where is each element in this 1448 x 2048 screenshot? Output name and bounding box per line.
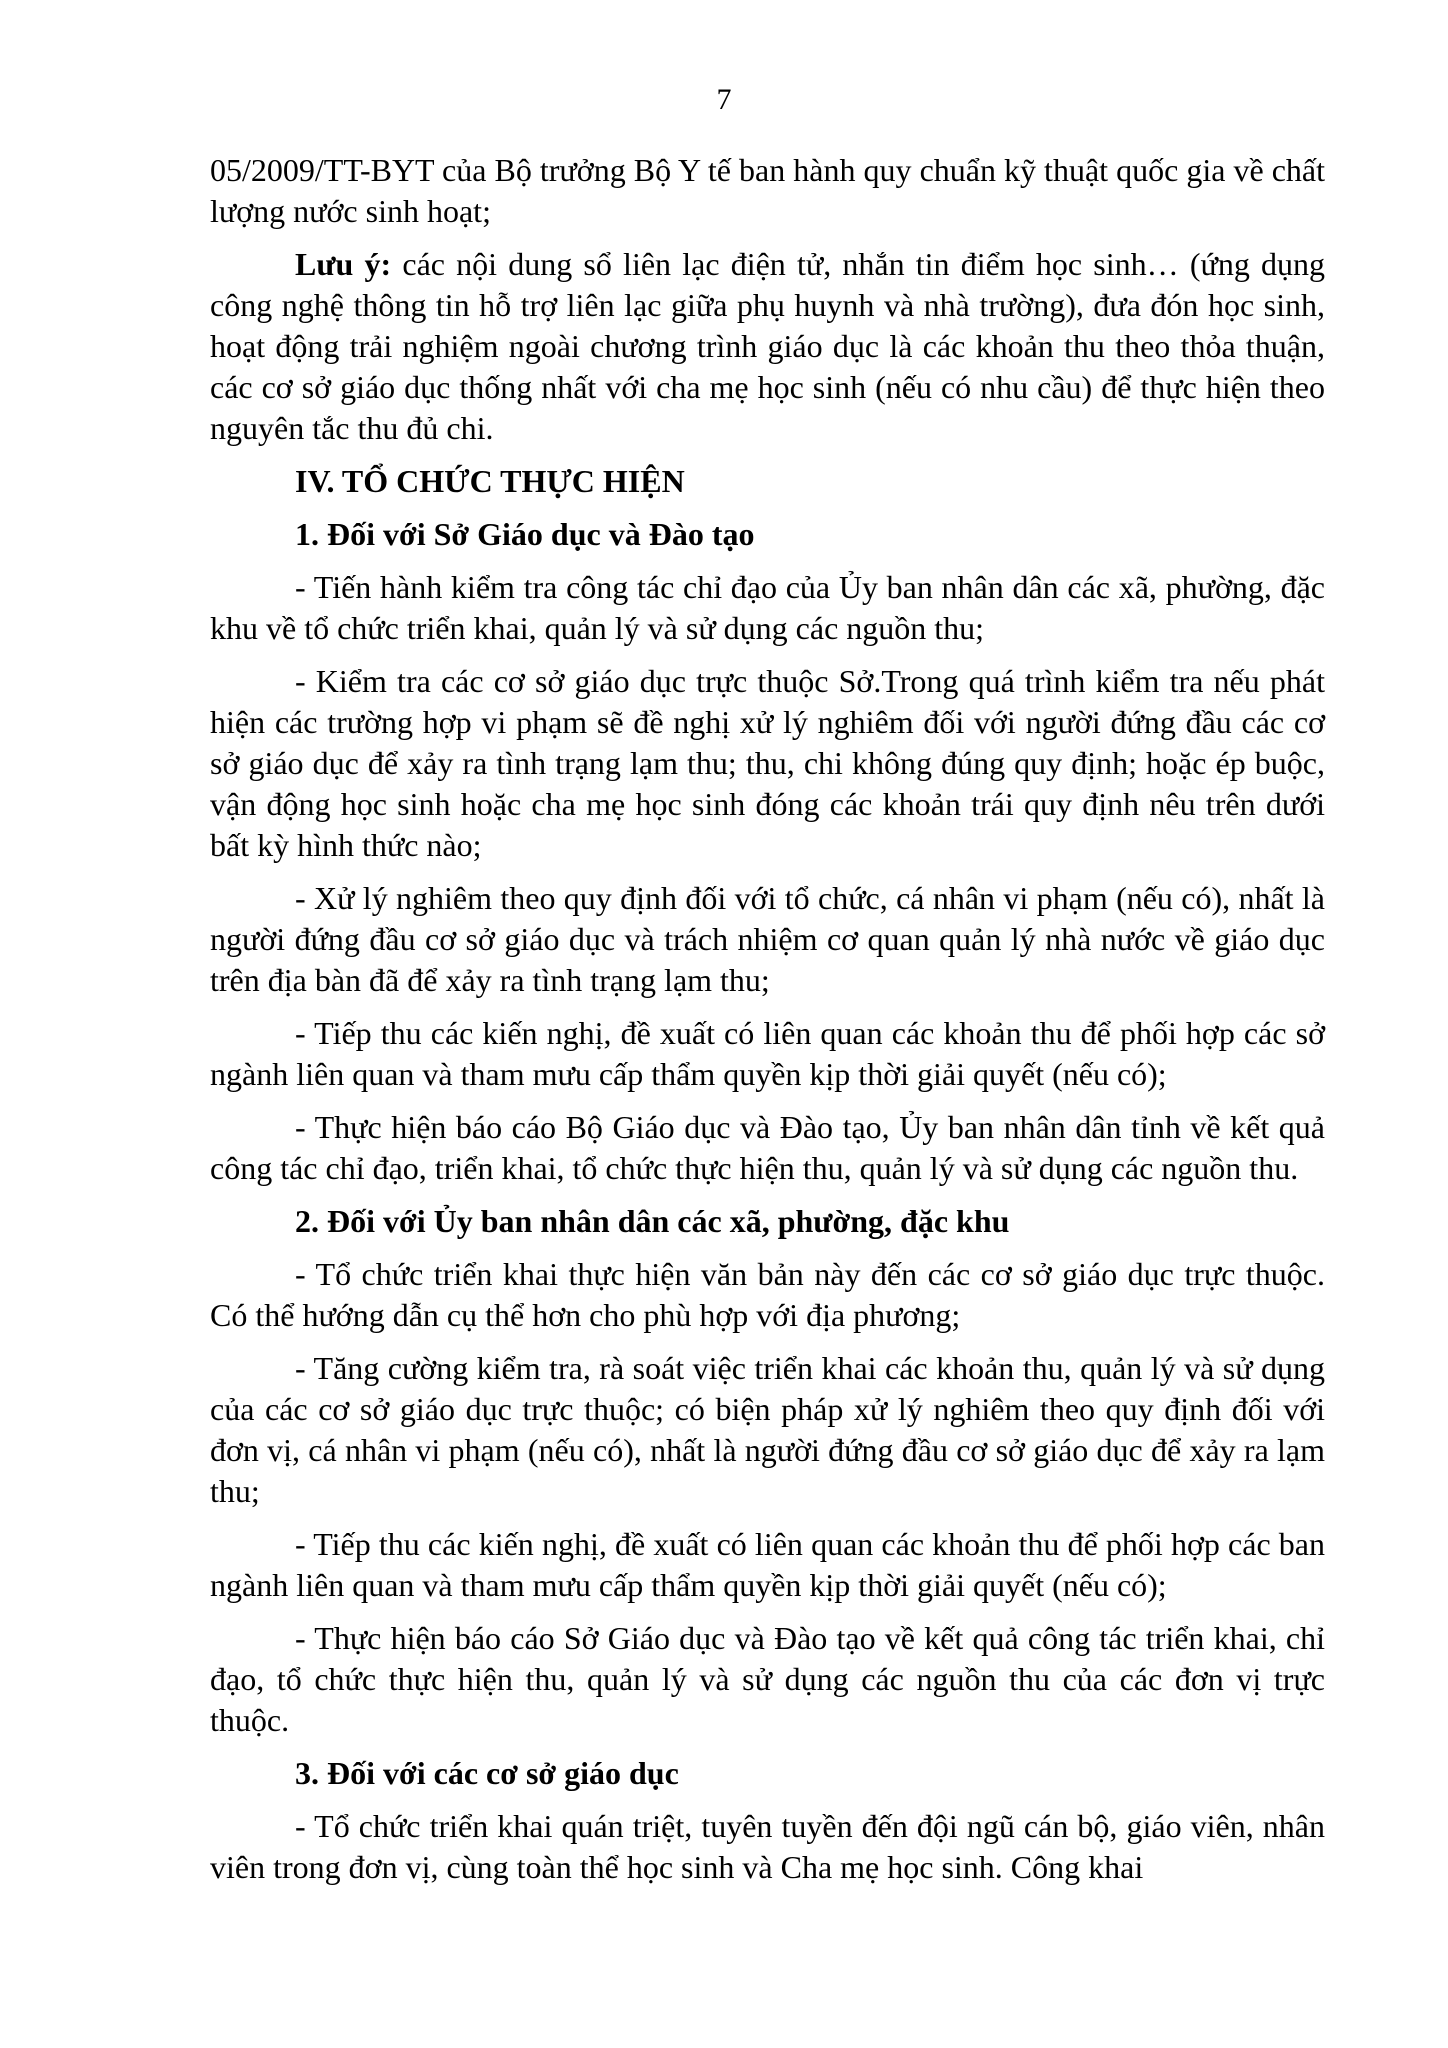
page-number: 7 xyxy=(716,83,732,116)
document-body xyxy=(210,150,1325,1900)
subsection-3-heading: 3. Đối với các cơ sở giáo dục xyxy=(295,1755,679,1791)
intro-paragraph: 05/2009/TT-BYT của Bộ trưởng Bộ Y tế ban hành quy chuẩn kỹ thuật quốc gia về chất lượng nước sinh hoạt; xyxy=(210,152,1325,229)
subsection-3-item-1: - Tổ chức triển khai quán triệt, tuyên tuyền đến đội ngũ cán bộ, giáo viên, nhân viên trong đơn vị, cùng toàn thể học sinh và Cha mẹ học sinh. Công khai xyxy=(210,1808,1325,1885)
note-text: các nội dung sổ liên lạc điện tử, nhắn tin điểm học sinh… (ứng dụng công nghệ thông tin hỗ trợ liên lạc giữa phụ huynh và nhà trường), đưa đón học sinh, hoạt động trải nghiệm ngoài chương trình giáo dục là các khoản thu theo thỏa thuận, các cơ sở giáo dục thống nhất với cha mẹ học sinh (nếu có nhu cầu) để thực hiện theo nguyên tắc thu đủ chi. xyxy=(210,246,1326,446)
subsection-2-item-4: - Thực hiện báo cáo Sở Giáo dục và Đào tạo về kết quả công tác triển khai, chỉ đạo, tổ chức thực hiện thu, quản lý và sử dụng các nguồn thu của các đơn vị trực thuộc. xyxy=(210,1620,1325,1738)
subsection-1-item-2: - Kiểm tra các cơ sở giáo dục trực thuộc Sở.Trong quá trình kiểm tra nếu phát hiện các trường hợp vi phạm sẽ đề nghị xử lý nghiêm đối với người đứng đầu các cơ sở giáo dục để xảy ra tình trạng lạm thu; thu, chi không đúng quy định; hoặc ép buộc, vận động học sinh hoặc cha mẹ học sinh đóng các khoản trái quy định nêu trên dưới bất kỳ hình thức nào; xyxy=(210,663,1325,863)
subsection-1-item-3: - Xử lý nghiêm theo quy định đối với tổ chức, cá nhân vi phạm (nếu có), nhất là người đứng đầu cơ sở giáo dục và trách nhiệm cơ quan quản lý nhà nước về giáo dục trên địa bàn đã để xảy ra tình trạng lạm thu; xyxy=(210,880,1325,998)
subsection-1-item-5: - Thực hiện báo cáo Bộ Giáo dục và Đào tạo, Ủy ban nhân dân tỉnh về kết quả công tác chỉ đạo, triển khai, tổ chức thực hiện thu, quản lý và sử dụng các nguồn thu. xyxy=(210,1109,1325,1186)
note-label: Lưu ý: xyxy=(295,246,392,282)
subsection-1-item-4: - Tiếp thu các kiến nghị, đề xuất có liên quan các khoản thu để phối hợp các sở ngành liên quan và tham mưu cấp thẩm quyền kịp thời giải quyết (nếu có); xyxy=(210,1015,1325,1092)
subsection-2-heading: 2. Đối với Ủy ban nhân dân các xã, phường, đặc khu xyxy=(295,1203,1010,1239)
subsection-2-item-3: - Tiếp thu các kiến nghị, đề xuất có liên quan các khoản thu để phối hợp các ban ngành liên quan và tham mưu cấp thẩm quyền kịp thời giải quyết (nếu có); xyxy=(210,1526,1325,1603)
note-paragraph xyxy=(210,244,1325,449)
subsection-1-heading: 1. Đối với Sở Giáo dục và Đào tạo xyxy=(295,516,755,552)
subsection-1-item-1: - Tiến hành kiểm tra công tác chỉ đạo của Ủy ban nhân dân các xã, phường, đặc khu về tổ chức triển khai, quản lý và sử dụng các nguồn thu; xyxy=(210,569,1325,646)
subsection-2-item-1: - Tổ chức triển khai thực hiện văn bản này đến các cơ sở giáo dục trực thuộc. Có thể hướng dẫn cụ thể hơn cho phù hợp với địa phương; xyxy=(210,1256,1325,1333)
section-heading: IV. TỔ CHỨC THỰC HIỆN xyxy=(295,463,685,499)
subsection-2-item-2: - Tăng cường kiểm tra, rà soát việc triển khai các khoản thu, quản lý và sử dụng của các cơ sở giáo dục trực thuộc; có biện pháp xử lý nghiêm theo quy định đối với đơn vị, cá nhân vi phạm (nếu có), nhất là người đứng đầu cơ sở giáo dục để xảy ra lạm thu; xyxy=(210,1350,1325,1509)
